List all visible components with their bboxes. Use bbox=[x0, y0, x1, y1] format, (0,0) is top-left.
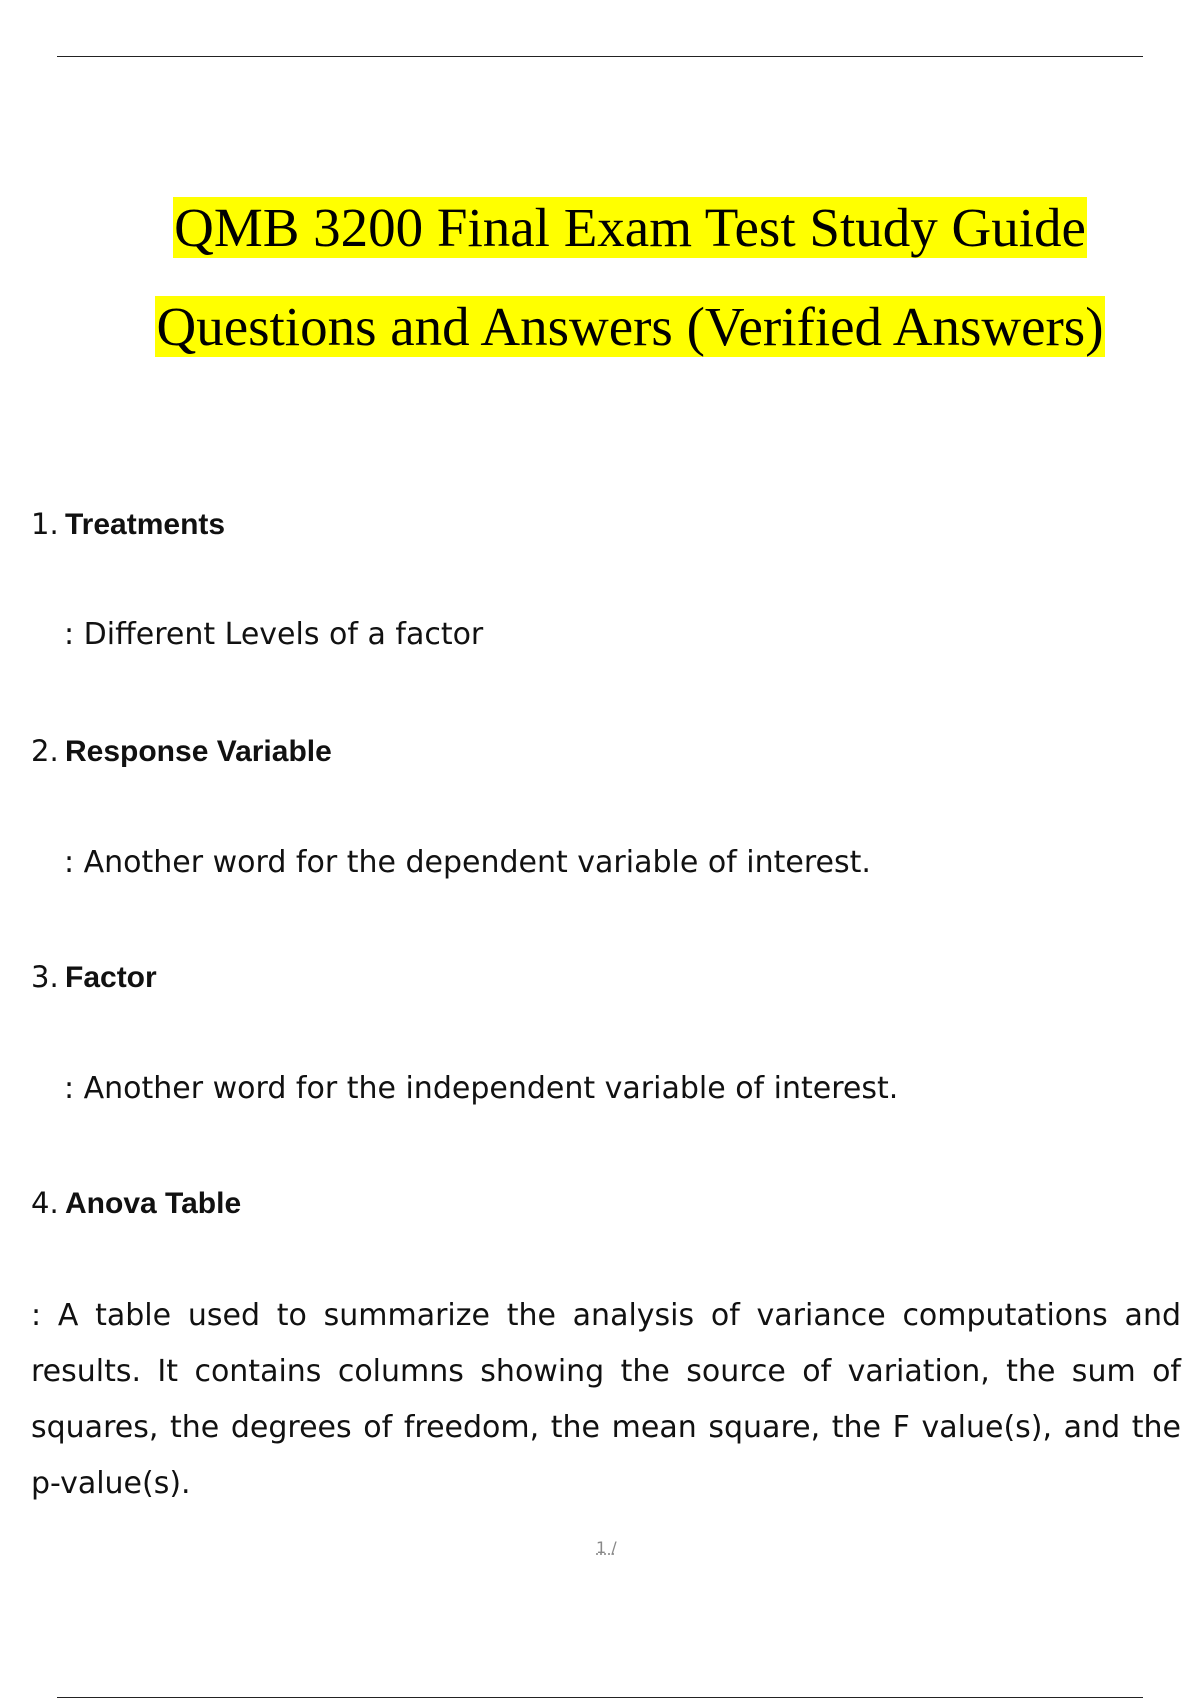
question-term: Treatments bbox=[65, 508, 226, 541]
question-3 bbox=[31, 957, 157, 998]
question-1 bbox=[31, 504, 225, 545]
answer-1: : Different Levels of a factor bbox=[64, 617, 484, 652]
answer-4: : A table used to summarize the analysis of variance computations and results. It contains columns showing the source of variation, the sum of squares, the degrees of freedom, the mean square, the F value(s), and the p-value(s). bbox=[31, 1298, 1181, 1501]
question-2 bbox=[31, 731, 332, 772]
question-term: Factor bbox=[65, 961, 157, 994]
question-number: 2. bbox=[31, 734, 59, 768]
page-number: 1 / bbox=[596, 1538, 617, 1557]
question-term: Response Variable bbox=[65, 735, 332, 768]
question-number: 3. bbox=[31, 960, 59, 994]
title-line-1: QMB 3200 Final Exam Test Study Guide bbox=[174, 197, 1086, 258]
top-rule bbox=[57, 56, 1143, 57]
question-number: 4. bbox=[31, 1186, 59, 1220]
question-4 bbox=[31, 1183, 241, 1224]
question-number: 1. bbox=[31, 507, 59, 541]
bottom-rule bbox=[57, 1697, 1143, 1698]
title-line-2: Questions and Answers (Verified Answers) bbox=[156, 296, 1104, 357]
answer-2: : Another word for the dependent variable of interest. bbox=[64, 845, 871, 880]
document-title bbox=[0, 178, 1200, 376]
question-term: Anova Table bbox=[65, 1187, 242, 1220]
answer-3: : Another word for the independent variable of interest. bbox=[64, 1071, 899, 1106]
